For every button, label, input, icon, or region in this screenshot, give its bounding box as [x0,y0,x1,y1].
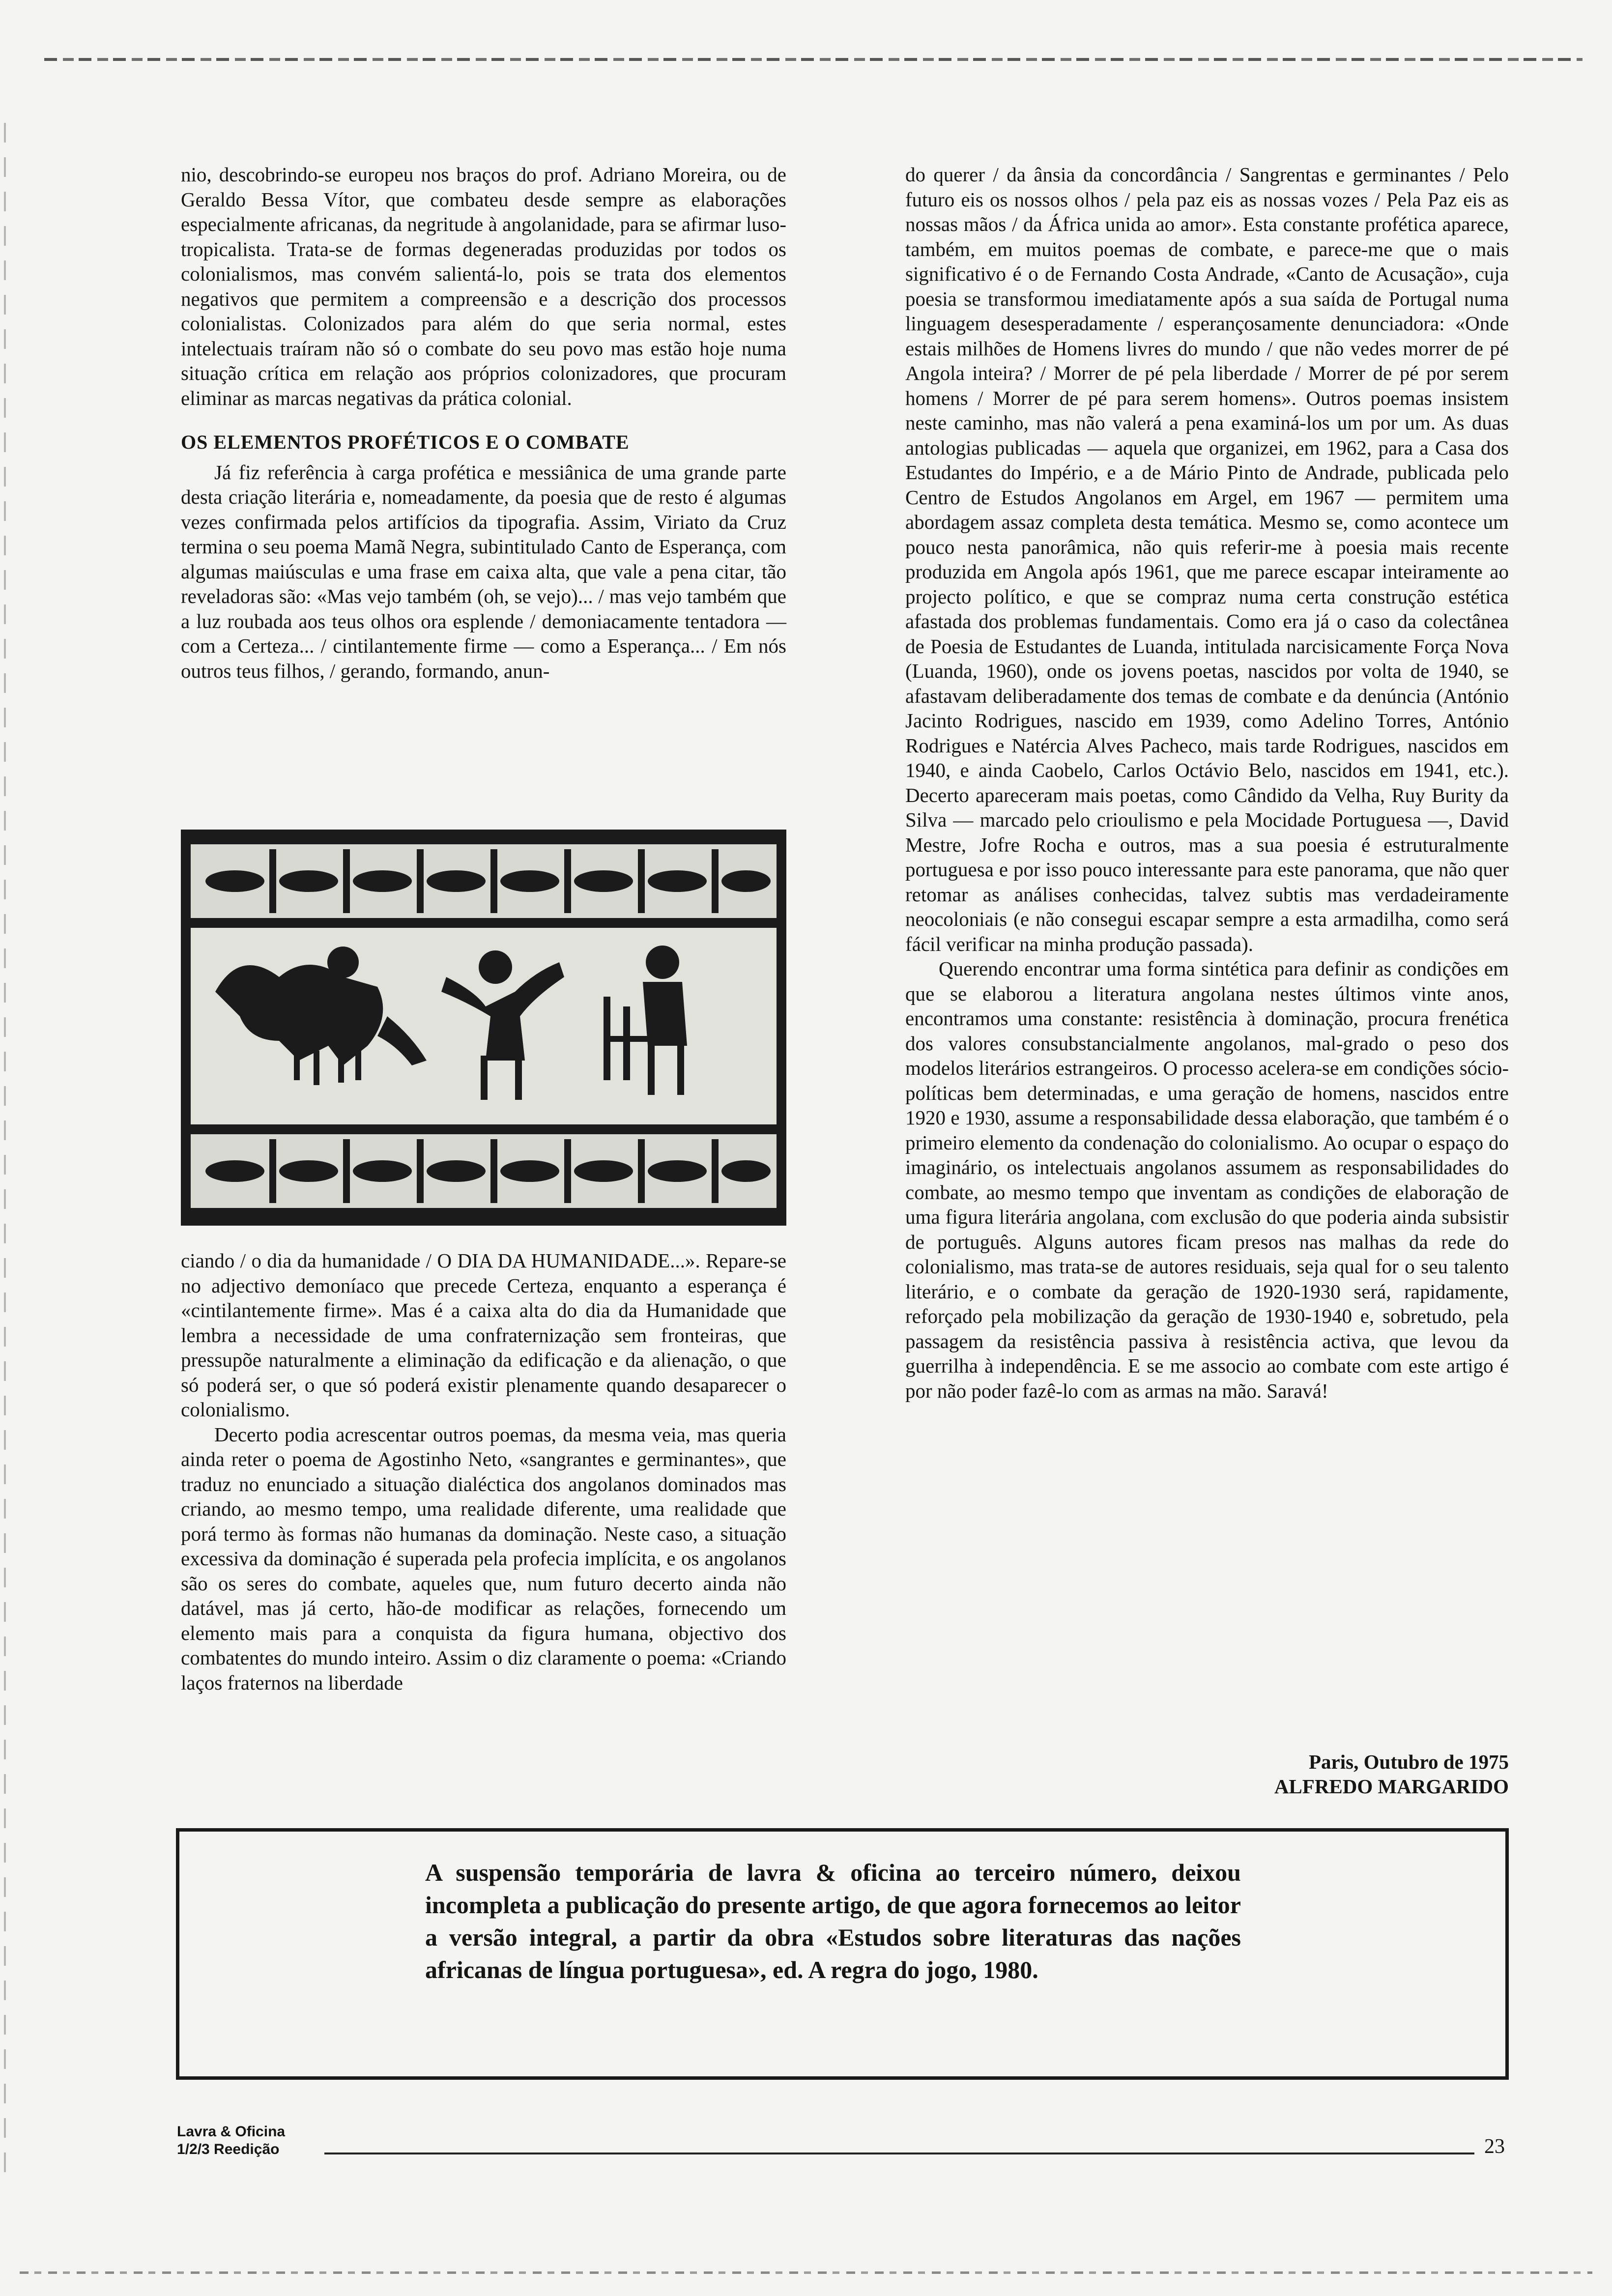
top-border-rule [44,58,1583,61]
paragraph: ciando / o dia da humanidade / O DIA DA HUMANIDADE...». Repare-se no adjectivo demoníaco que precede Certeza, enquanto a esperança é «cintilantemente firme». Mas é a caixa alta do dia da Humanidade que lembra a necessidade de uma confraternização sem fronteiras, que pressupõe naturalmente a eliminação da edificação e da alienação, o que só poderá ser, o que só poderá existir plenamente quando desaparecer o colonialismo. [181,1249,786,1421]
paragraph: Decerto podia acrescentar outros poemas, da mesma veia, mas queria ainda reter o poema de Agostinho Neto, «sangrantes e germinantes», que traduz no enunciado a situação dialéctica dos angolanos dominados mas criando, ao mesmo tempo, uma realidade diferente, uma realidade que porá termo às formas não humanas da dominação. Neste caso, a situação excessiva da dominação é superada pela profecia implícita, e os angolanos são os seres do combate, aqueles que, num futuro decerto ainda não datável, mas já certo, hão-de modificar as relações, fornecendo um elemento mais para a conquista da figura humana, objectivo dos combatentes do mundo inteiro. Assim o diz claramente o poema: «Criando laços fraternos na liberdade [181,1423,786,1694]
right-column [905,162,1509,1403]
signature-place-date: Paris, Outubro de 1975 [1309,1751,1509,1773]
left-column-top [181,162,786,683]
signature-author: ALFREDO MARGARIDO [1274,1775,1509,1798]
footer-title: Lavra & Oficina [177,2124,286,2140]
footer-rule [324,2152,1474,2154]
signature-block [1170,1750,1509,1799]
left-scan-edge [4,123,6,2187]
paragraph: Já fiz referência à carga profética e messiânica de uma grande parte desta criação literária e, nomeadamente, da poesia que de resto é algumas vezes confirmada pelos artifícios da tipografia. Assim, Viriato da Cruz termina o seu poema Mamã Negra, subintitulado Canto de Esperança, com algumas maiúsculas e uma frase em caixa alta, que vale a pena citar, tão reveladoras são: «Mas vejo também (oh, se vejo)... / mas vejo também que a luz roubada aos teus olhos ora esplende / demoniacamente tentadora — com a Certeza... / cintilantemente firme — como a Esperança... / Em nós outros teus filhos, / gerando, formando, anun- [181,460,786,682]
editorial-note-box [176,1828,1509,2080]
illustration-graphic [181,830,786,1226]
woodcut-illustration [181,830,786,1226]
section-heading: OS ELEMENTOS PROFÉTICOS E O COMBATE [181,431,630,453]
footer-publication [177,2123,285,2158]
left-column-bottom [181,1248,786,1695]
editorial-note-text: A suspensão temporária de lavra & oficina ao terceiro número, deixou incompleta a publicação do presente artigo, de que agora fornecemos ao leitor a versão integral, a partir da obra «Estudos sobre literaturas das nações africanas de língua portuguesa», ed. A regra do jogo, 1980. [425,1859,1241,1983]
paragraph: Querendo encontrar uma forma sintética para definir as condições em que se elaborou a literatura angolana nestes últimos vinte anos, encontramos uma constante: resistência à dominação, procura frenética dos valores consubstancialmente angolanos, mal-grado o peso dos modelos literários estrangeiros. O processo acelera-se em condições sócio-políticas bem determinadas, e uma geração de homens, nascidos entre 1920 e 1930, assume a responsabilidade dessa elaboração, que também é o primeiro elemento da condenação do colonialismo. Ao ocupar o espaço do imaginário, os intelectuais angolanos assumem as responsabilidades do combate, ao mesmo tempo que inventam as condições de elaboração de uma figura literária angolana, com exclusão do que poderia ainda subsistir de português. Alguns autores ficam presos nas malhas da rede do colonialismo, mas trata-se de autores residuais, seja qual for o seu talento literário, e o combate da geração de 1920-1930 será, rapidamente, reforçado pela mobilização da geração de 1930-1940 e, sobretudo, pela passagem da resistência passiva à resistência activa, que levou da guerrilha à independência. E se me associo ao combate com este artigo é por não poder fazê-lo com as armas na mão. Saravá! [905,957,1509,1402]
paragraph: nio, descobrindo-se europeu nos braços do prof. Adriano Moreira, ou de Geraldo Bessa Vítor, que combateu desde sempre as elaborações especialmente africanas, da negritude à angolanidade, para se afirmar luso-tropicalista. Trata-se de formas degeneradas produzidas por todos os colonialismos, mas convém salientá-lo, pois se trata dos elementos negativos que permitem a compreensão e a descrição dos processos colonialistas. Colonizados para além do que seria normal, estes intelectuais traíram não só o combate do seu povo mas estão hoje numa situação crítica em relação aos próprios colonizadores, que procuram eliminar as marcas negativas da prática colonial. [181,163,786,409]
bottom-border-rule [20,2271,1592,2274]
page-number: 23 [1484,2135,1505,2158]
paragraph: do querer / da ânsia da concordância / Sangrentas e germinantes / Pelo futuro eis os nossos olhos / pela paz eis as nossas vozes / Pela Paz eis as nossas mãos / da África unida ao amor». Esta constante profética aparece, também, em muitos poemas de combate, e parece-me que o mais significativo é o de Fernando Costa Andrade, «Canto de Acusação», cuja poesia se transformou imediatamente após a sua saída de Portugal numa linguagem desesperadamente / esperançosamente denunciadora: «Onde estais milhões de Homens livres do mundo / que não vedes morrer de pé Angola inteira? / Morrer de pé pela liberdade / Morrer de pé por serem homens / Morrer de pé para serem homens». Outros poemas insistem neste caminho, mas não valerá a pena examiná-los um por um. As duas antologias publicadas — aquela que organizei, em 1962, para a Casa dos Estudantes do Império, e a de Mário Pinto de Andrade, publicada pelo Centro de Estudos Angolanos em Argel, em 1967 — permitem uma abordagem assaz completa desta temática. Mesmo se, como acontece um pouco nesta panorâmica, não quis referir-me à poesia mais recente produzida em Angola após 1961, que me parece escapar inteiramente ao projecto político, e que se compraz numa certa construção estética afastada dos problemas fundamentais. Como era já o caso da colectânea de Poesia de Estudantes de Luanda, intitulada narcisicamente Força Nova (Luanda, 1960), onde os jovens poetas, nascidos por volta de 1940, se afastavam deliberadamente dos temas de combate e da denúncia (António Jacinto Rodrigues, nascido em 1939, como Adelino Torres, António Rodrigues e Natércia Alves Pacheco, mais tarde Rodrigues, nascidos em 1940, e ainda Caobelo, Carlos Octávio Belo, nascidos em 1941, etc.). Decerto apareceram mais poetas, como Cândido da Velha, Ruy Burity da Silva — marcado pelo crioulismo e pela Mocidade Portuguesa —, David Mestre, Jofre Rocha e outros, mas a sua poesia é estruturalmente portuguesa e por isso pouco interessante para este panorama, que não quer retomar as análises conhecidas, talvez subtis mas verdadeiramente neocoloniais (e não consegui escapar sempre a esta armadilha, como será fácil verificar na minha produção passada). [905,163,1509,955]
footer-edition: 1/2/3 Reedição [177,2141,280,2157]
